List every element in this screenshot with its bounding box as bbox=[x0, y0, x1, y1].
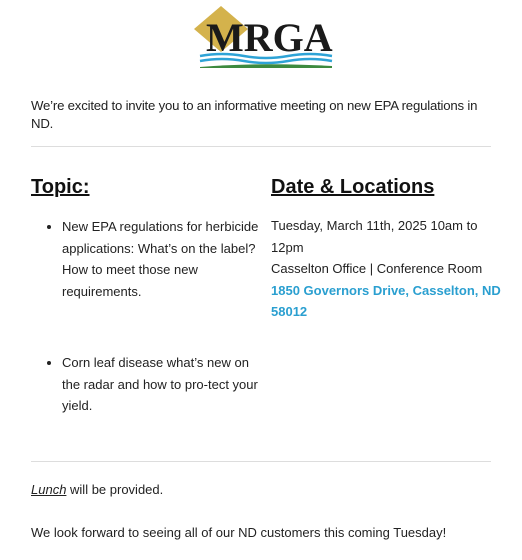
date-locations-heading: Date & Locations bbox=[271, 176, 435, 198]
divider-top bbox=[31, 146, 491, 147]
event-details bbox=[271, 215, 501, 323]
topic-list bbox=[31, 216, 262, 417]
event-datetime: Tuesday, March 11th, 2025 10am to 12pm bbox=[271, 218, 478, 255]
event-address-link[interactable]: 1850 Governors Drive, Casselton, ND 58012 bbox=[271, 282, 501, 319]
lunch-rest: will be provided. bbox=[66, 482, 164, 497]
intro-text: We’re excited to invite you to an informative meeting on new EPA regulations in ND. bbox=[31, 98, 478, 131]
lunch-emphasis: Lunch bbox=[31, 482, 67, 497]
divider-bottom bbox=[31, 461, 491, 462]
mrga-logo bbox=[182, 4, 340, 68]
logo-field bbox=[200, 64, 332, 68]
topic-heading: Topic: bbox=[31, 176, 90, 198]
topic-item: • Corn leaf disease what’s new on the radar and how to pro-tect your yield. bbox=[62, 352, 262, 417]
logo-wordmark: MRGA bbox=[206, 15, 333, 60]
topic-item: • New EPA regulations for herbicide applications: What’s on the label? How to meet those new requirements. bbox=[62, 216, 262, 302]
event-venue: Casselton Office | Conference Room bbox=[271, 261, 483, 276]
closing-text: We look forward to seeing all of our ND customers this coming Tuesday! bbox=[31, 525, 447, 540]
logo-graphic bbox=[182, 4, 340, 68]
lunch-note bbox=[31, 481, 163, 499]
